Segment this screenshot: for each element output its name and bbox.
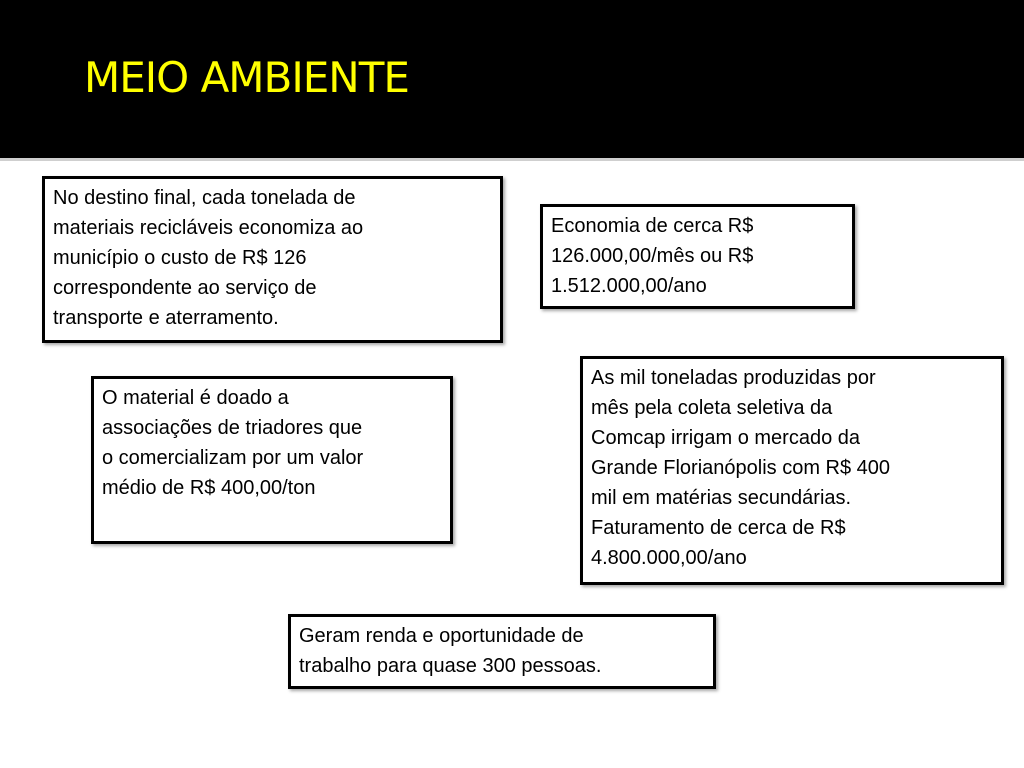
slide-header (0, 0, 1024, 158)
slide-title: MEIO AMBIENTE (84, 53, 409, 102)
jobs-textbox: Geram renda e oportunidade de trabalho para quase 300 pessoas. (288, 614, 716, 689)
market-textbox: As mil toneladas produzidas por mês pela coleta seletiva da Comcap irrigam o mercado da Grande Florianópolis com R$ 400 mil em matérias secundárias. Faturamento de cerca de R$ 4.800.000,00/ano (580, 356, 1004, 585)
savings-textbox: Economia de cerca R$ 126.000,00/mês ou R$ 1.512.000,00/ano (540, 204, 855, 309)
cost-per-ton-textbox: No destino final, cada tonelada de materiais recicláveis economiza ao município o custo de R$ 126 correspondente ao serviço de transporte e aterramento. (42, 176, 503, 343)
donation-textbox: O material é doado a associações de triadores que o comercializam por um valor médio de R$ 400,00/ton (91, 376, 453, 544)
header-divider (0, 158, 1024, 161)
